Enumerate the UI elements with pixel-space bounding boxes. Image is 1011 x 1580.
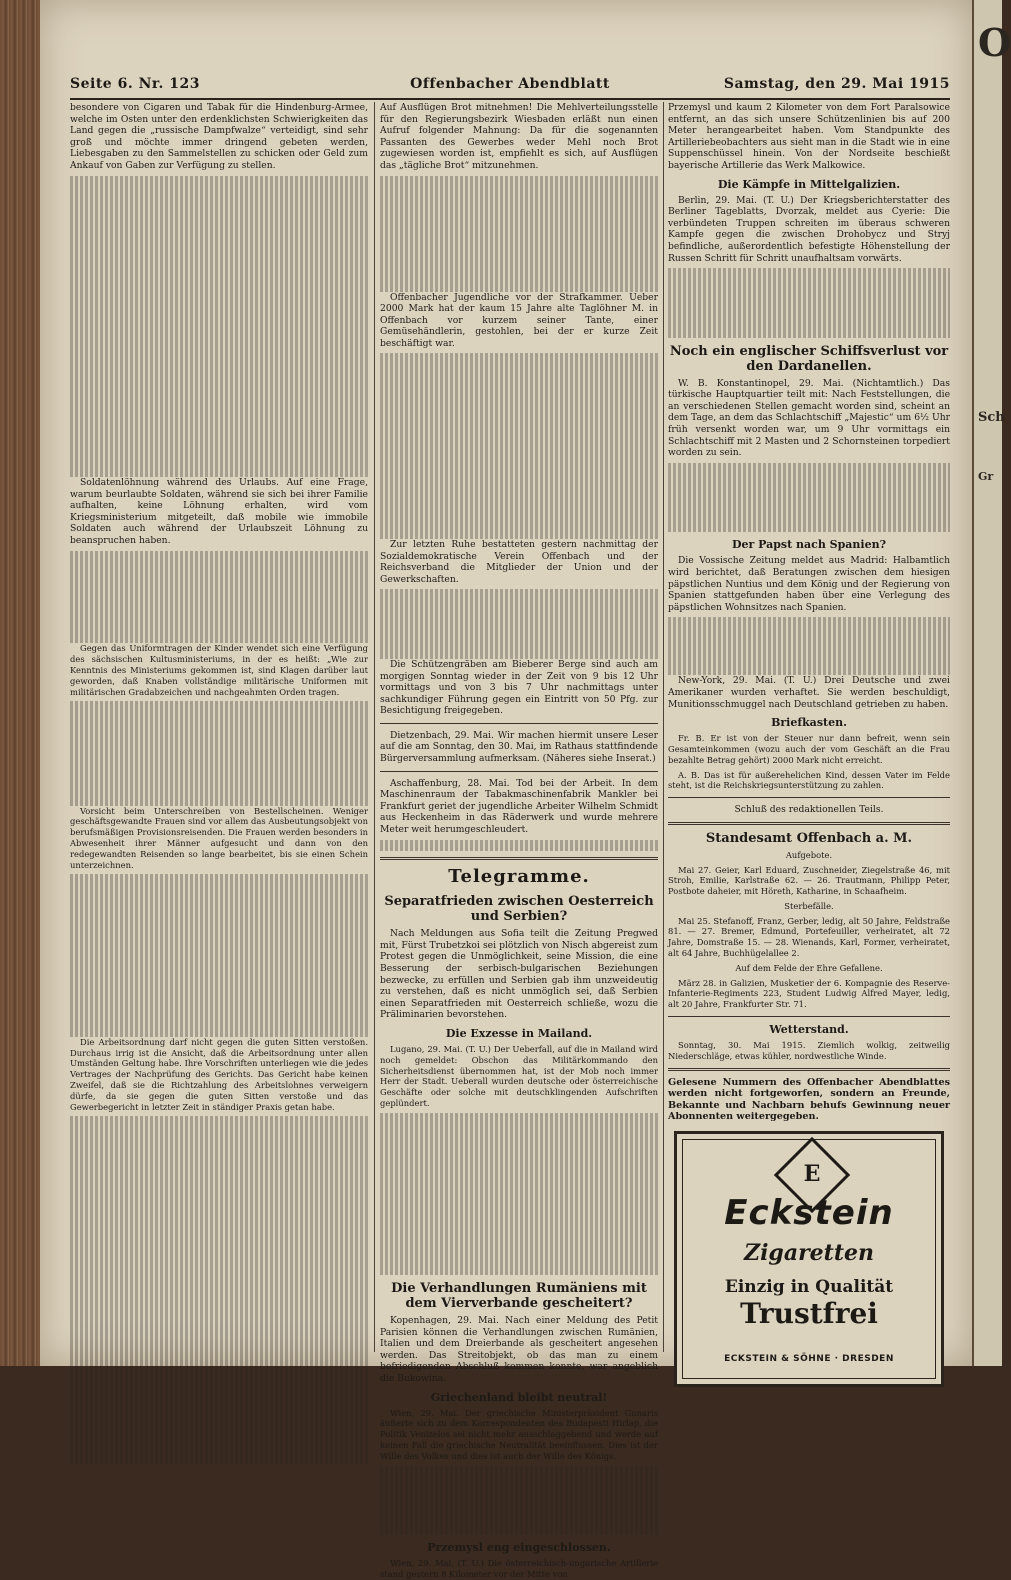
ad-brand: Eckstein xyxy=(724,1193,894,1234)
illegible-text xyxy=(380,1240,658,1252)
column-1 xyxy=(70,102,368,1352)
illegible-text xyxy=(380,1512,658,1524)
illegible-text xyxy=(380,1182,658,1194)
illegible-text xyxy=(70,442,368,454)
divider xyxy=(668,1016,950,1017)
divider xyxy=(668,1068,950,1071)
illegible-text xyxy=(380,1477,658,1489)
illegible-text xyxy=(668,291,950,303)
illegible-text xyxy=(380,1466,658,1478)
divider xyxy=(668,797,950,798)
illegible-text xyxy=(70,1302,368,1314)
article-paragraph: Kopenhagen, 29. Mai. Nach einer Meldung des Petit Parisien können die Verhandlungen zwischen Rumänien, Italien und dem Dreierbande als gescheitert angesehen werden. Das Streitobjekt, ob das man zu einem befriedigenden Abschluß kommen konnte, war angeblich die Bukowina. xyxy=(380,1315,658,1385)
masthead xyxy=(70,76,950,100)
illegible-text xyxy=(70,1453,368,1465)
end-of-editorial-note: Schluß des redaktionellen Teils. xyxy=(734,804,884,816)
subsection-label: Aufgebote. xyxy=(785,849,833,860)
illegible-text xyxy=(70,187,368,199)
illegible-text xyxy=(70,338,368,350)
illegible-text xyxy=(70,1255,368,1267)
article-heading: Die Kämpfe in Mittelgalizien. xyxy=(717,177,901,191)
section-heading: Standesamt Offenbach a. M. xyxy=(705,830,913,846)
illegible-text xyxy=(668,521,950,533)
illegible-text xyxy=(380,280,658,292)
illegible-text xyxy=(380,624,658,636)
illegible-text xyxy=(70,210,368,222)
registry-entry: März 28. in Galizien, Musketier der 6. Kompagnie des Reserve-Infanterie-Regiments 223, Student Ludwig Alfred Mayer, ledig, alt 20 Jahre, Frankfurter Str. 71. xyxy=(668,977,950,1010)
illegible-text xyxy=(70,771,368,783)
illegible-text xyxy=(380,458,658,470)
illegible-text xyxy=(668,652,950,664)
ad-product: Zigaretten xyxy=(744,1240,874,1267)
ad-firm: ECKSTEIN & SÖHNE · DRESDEN xyxy=(724,1354,894,1365)
illegible-text xyxy=(70,1313,368,1325)
illegible-text xyxy=(380,257,658,269)
illegible-text xyxy=(380,504,658,516)
illegible-text xyxy=(70,736,368,748)
illegible-text xyxy=(70,1209,368,1221)
article-heading: Die Verhandlungen Rumäniens mit dem Vierverbande gescheitert? xyxy=(391,1281,647,1312)
column-rule xyxy=(663,102,664,1352)
illegible-text xyxy=(70,874,368,886)
subsection-label: Sterbefälle. xyxy=(784,900,834,911)
article-paragraph: New-York, 29. Mai. (T. U.) Drei Deutsche und zwei Amerikaner wurden verhaftet. Sie werden beschuldigt, Munitionsschmuggel nach Deutschland getrieben zu haben. xyxy=(668,675,950,710)
illegible-text xyxy=(380,187,658,199)
illegible-text xyxy=(70,361,368,373)
illegible-text xyxy=(380,1252,658,1264)
illegible-text xyxy=(380,446,658,458)
illegible-text xyxy=(380,1229,658,1241)
illegible-text xyxy=(380,1263,658,1275)
illegible-text xyxy=(70,748,368,760)
illegible-text xyxy=(70,944,368,956)
illegible-text xyxy=(70,1348,368,1360)
page-number: Seite 6. Nr. 123 xyxy=(70,76,200,92)
illegible-text xyxy=(70,1116,368,1128)
illegible-text xyxy=(70,257,368,269)
registry-entry: Mai 25. Stefanoff, Franz, Gerber, ledig, alt 50 Jahre, Feldstraße 81. — 27. Bremer, Edmund, Portefeuiller, verheiratet, alt 72 Jahre, Domstraße 15. — 28. Wienands, Karl, Former, verheiratet, alt 64 Jahre, Buchhügelallee 2. xyxy=(668,915,950,959)
illegible-text xyxy=(668,498,950,510)
illegible-text xyxy=(70,574,368,586)
newspaper-title: Offenbacher Abendblatt xyxy=(410,76,610,92)
illegible-text xyxy=(70,1325,368,1337)
illegible-text xyxy=(380,1489,658,1501)
illegible-text xyxy=(70,794,368,806)
illegible-text xyxy=(380,388,658,400)
illegible-text xyxy=(70,1174,368,1186)
article-paragraph: Lugano, 29. Mai. (T. U.) Der Ueberfall, auf die in Mailand wird noch gemeldet: Obschon das Militärkommando den Sicherheitsdienst übernommen hat, ist der Mob noch immer Herr der Stadt. Ueberall wurden deutsche oder österreichische Geschäfte oder solche mit deutschklingenden Aufschriften geplündert. xyxy=(380,1043,658,1108)
illegible-text xyxy=(70,1290,368,1302)
illegible-text xyxy=(70,932,368,944)
illegible-text xyxy=(380,435,658,447)
next-page-letter: O xyxy=(978,20,1011,65)
article-paragraph: Przemysl und kaum 2 Kilometer von dem Fort Paralsowice entfernt, an das sich unsere Schützenlinien bis auf 200 Meter herangearbeitet haben. Vom Standpunkte des Artilleriebeobachters aus sieht man in die Stadt wie in eine Suppenschüssel hinein. Von der Nordseite beschießt bayerische Artillerie das Werk Malkowice. xyxy=(668,102,950,171)
illegible-text xyxy=(70,280,368,292)
ad-slogan: Einzig in Qualität xyxy=(724,1277,894,1298)
illegible-text xyxy=(668,315,950,327)
illegible-text xyxy=(70,465,368,477)
illegible-text xyxy=(70,1279,368,1291)
illegible-text xyxy=(380,1217,658,1229)
illegible-text xyxy=(70,609,368,621)
illegible-text xyxy=(70,1140,368,1152)
next-page-letter: Sch xyxy=(978,410,1005,425)
illegible-text xyxy=(380,268,658,280)
illegible-text xyxy=(70,1128,368,1140)
illegible-text xyxy=(70,886,368,898)
illegible-text xyxy=(70,1337,368,1349)
book-spine xyxy=(0,0,40,1366)
illegible-text xyxy=(668,303,950,315)
illegible-text xyxy=(70,419,368,431)
article-paragraph: Wien, 29. Mai. (T. U.) Die österreichisch-ungarische Artillerie stand gestern 8 Kilometer vor der Mitte von xyxy=(380,1558,658,1579)
illegible-text xyxy=(70,407,368,419)
column-3 xyxy=(668,102,950,1365)
column-2 xyxy=(380,102,658,1579)
illegible-text xyxy=(380,353,658,365)
illegible-text xyxy=(380,1194,658,1206)
illegible-text xyxy=(70,562,368,574)
article-paragraph: Auf Ausflügen Brot mitnehmen! Die Mehlverteilungsstelle für den Regierungsbezirk Wiesbaden erläßt nun einen Aufruf folgender Mahnung: Da für die sogenannten Passanten des Gewerbes weder Mehl noch Brot zugewiesen worden ist, empfiehlt es sich, auf Ausflügen das „tägliche Brot“ mitzunehmen. xyxy=(380,102,658,171)
divider xyxy=(380,723,658,724)
ad-claim: Trustfrei xyxy=(740,1297,878,1331)
article-paragraph: Aschaffenburg, 28. Mai. Tod bei der Arbeit. In dem Maschinenraum der Tabakmaschinenfabrik Mankler bei Frankfurt geriet der jugendliche Arbeiter Wilhelm Schmidt aus Heckenheim in das Räderwerk und wurde mehrere Meter weit herumgeschleudert. xyxy=(380,777,658,836)
illegible-text xyxy=(380,1524,658,1536)
illegible-text xyxy=(380,245,658,257)
illegible-text xyxy=(380,1148,658,1160)
article-heading: Der Papst nach Spanien? xyxy=(731,538,887,552)
registry-entry: Mai 27. Geier, Karl Eduard, Zuschneider, Ziegelstraße 46, mit Stroh, Emilie, Karlstraße 62. — 26. Trautmann, Philipp Peter, Postbote daheier, mit Höreth, Katharine, in Schaafheim. xyxy=(668,864,950,897)
article-paragraph: Zur letzten Ruhe bestatteten gestern nachmittag der Sozialdemokratische Verein Offenbach und der Reichsverband die Mitglieder der Union und der Gewerkschaften. xyxy=(380,538,658,585)
illegible-text xyxy=(380,481,658,493)
illegible-text xyxy=(70,909,368,921)
illegible-text xyxy=(70,1383,368,1395)
illegible-text xyxy=(668,509,950,521)
issue-date: Samstag, den 29. Mai 1915 xyxy=(723,76,950,92)
illegible-text xyxy=(380,222,658,234)
article-paragraph: A. B. Das ist für außerehelichen Kind, dessen Vater im Felde steht, ist die Reichskriegsunterstützung zu zahlen. xyxy=(668,769,950,791)
article-paragraph: Fr. B. Er ist von der Steuer nur dann befreit, wenn sein Gesamteinkommen (wozu auch der vom Geschäft an die Frau bezahlte Betrag gehört) 2000 Mark nicht erreicht. xyxy=(668,733,950,765)
illegible-text xyxy=(70,454,368,466)
section-heading: Briefkasten. xyxy=(771,716,847,730)
illegible-text xyxy=(70,234,368,246)
article-paragraph: Vorsicht beim Unterschreiben von Bestellscheinen. Weniger geschäftsgewandte Frauen sind vor allem das Ausbeutungsobjekt von berufsmäßigen Provisionsreisenden. Die Frauen werden besonders in Abwesenheit ihrer Männer aufgesucht und dann von den redegewandten Reisenden so lange bearbeitet, bis sie einen Schein unterzeichnen. xyxy=(70,805,368,870)
illegible-text xyxy=(380,1500,658,1512)
illegible-text xyxy=(70,396,368,408)
illegible-text xyxy=(380,1171,658,1183)
illegible-text xyxy=(380,176,658,188)
subsection-label: Auf dem Felde der Ehre Gefallene. xyxy=(735,962,883,973)
illegible-text xyxy=(70,551,368,563)
article-heading: Separatfrieden zwischen Oesterreich und Serbien? xyxy=(384,894,654,925)
section-heading: Wetterstand. xyxy=(769,1023,849,1037)
illegible-text xyxy=(668,280,950,292)
illegible-text xyxy=(70,990,368,1002)
illegible-text xyxy=(380,199,658,211)
illegible-text xyxy=(70,245,368,257)
illegible-text xyxy=(380,411,658,423)
illegible-text xyxy=(70,632,368,644)
illegible-text xyxy=(380,527,658,539)
next-page-edge xyxy=(972,0,1011,1366)
illegible-text xyxy=(380,234,658,246)
illegible-text xyxy=(70,782,368,794)
article-paragraph: Dietzenbach, 29. Mai. Wir machen hiermit unsere Leser auf die am Sonntag, den 30. Mai, im Rathaus stattfindende Bürgerversammlung aufmerksam. (Näheres siehe Inserat.) xyxy=(380,729,658,765)
illegible-text xyxy=(380,1124,658,1136)
article-paragraph: besondere von Cigaren und Tabak für die Hindenburg-Armee, welche im Osten unter den erdenklichsten Schwierigkeiten das Land gegen die „russische Dampfwalze“ verteidigt, sind sehr groß und möchte immer dringend gebeten werden, Liebesgaben zu den Sammelstellen zu schicken oder Geld zum Ankauf von Gaben zur Verfügung zu stellen. xyxy=(70,102,368,171)
illegible-text xyxy=(70,956,368,968)
illegible-text xyxy=(70,1197,368,1209)
illegible-text xyxy=(70,585,368,597)
next-page-letter: Gr xyxy=(978,470,994,483)
illegible-text xyxy=(70,326,368,338)
illegible-text xyxy=(70,199,368,211)
illegible-text xyxy=(70,1406,368,1418)
illegible-text xyxy=(380,840,658,852)
illegible-text xyxy=(70,1429,368,1441)
illegible-text xyxy=(70,1267,368,1279)
illegible-text xyxy=(70,701,368,713)
article-paragraph: Soldatenlöhnung während des Urlaubs. Auf eine Frage, warum beurlaubte Soldaten, während sie sich bei ihrer Familie aufhalten, keine Löhnung erhalten, wird vom Kriegsministerium mitgeteilt, daß mobile wie immobile Soldaten auch während der Urlaubszeit Löhnung zu beanspruchen haben. xyxy=(70,477,368,546)
illegible-text xyxy=(70,1360,368,1372)
illegible-text xyxy=(380,377,658,389)
illegible-text xyxy=(70,1244,368,1256)
article-paragraph: W. B. Konstantinopel, 29. Mai. (Nichtamtlich.) Das türkische Hauptquartier teilt mit: Nach Feststellungen, die an verschiedenen Stellen gemacht worden sind, scheint an dem Tage, an dem das Schlachtschiff „Majestic“ um 6½ Uhr früh versenkt worden war, um 9 Uhr vormittags ein Schlachtschiff mit 2 Masten und 2 Schornsteinen torpediert worden zu sein. xyxy=(668,377,950,459)
weather-report: Sonntag, 30. Mai 1915. Ziemlich wolkig, zeitweilig Niederschläge, etwas kühler, nordwestliche Winde. xyxy=(668,1040,950,1061)
reader-notice: Gelesene Nummern des Offenbacher Abendblattes werden nicht fortgeworfen, sondern an Freunde, Bekannte und Nachbarn behufs Gewinnung neuer Abonnenten weitergegeben. xyxy=(668,1076,950,1123)
logo-letter: E xyxy=(803,1161,821,1188)
illegible-text xyxy=(70,1002,368,1014)
illegible-text xyxy=(668,326,950,338)
illegible-text xyxy=(380,1206,658,1218)
article-paragraph: Gegen das Uniformtragen der Kinder wendet sich eine Verfügung des sächsischen Kultusministeriums, in der es heißt: „Wie zur Kenntnis des Ministeriums gekommen ist, sind Klagen darüber laut geworden, daß Knaben vollständige militärische Uniformen mit militärischen Gradabzeichen und nachgeahmten Orden tragen. xyxy=(70,643,368,697)
illegible-text xyxy=(380,423,658,435)
illegible-text xyxy=(380,1113,658,1125)
illegible-text xyxy=(70,222,368,234)
illegible-text xyxy=(70,315,368,327)
illegible-text xyxy=(70,979,368,991)
illegible-text xyxy=(668,486,950,498)
article-paragraph: Die Schützengräben am Bieberer Berge sind auch am morgigen Sonntag wieder in der Zeit von 9 bis 12 Uhr vormittags und von 3 bis 7 Uhr nachmittags unter sachkundiger Führung gegen ein Eintritt von 50 Pfg. zur Besichtigung freigegeben. xyxy=(380,658,658,717)
illegible-text xyxy=(380,613,658,625)
article-heading: Die Exzesse in Mailand. xyxy=(445,1026,593,1040)
illegible-text xyxy=(70,1186,368,1198)
illegible-text xyxy=(70,384,368,396)
article-paragraph: Berlin, 29. Mai. (T. U.) Der Kriegsberichterstatter des Berliner Tageblatts, Dvorzak, meldet aus Cyerie: Die verbündeten Truppen schreiten im überaus schweren Kampfe gegen die zwischen Drohobycz und Stryj befindliche, außerordentlich befestigte Höhenstellung der Russen Schritt für Schritt unaufhaltsam vorwärts. xyxy=(668,194,950,264)
illegible-text xyxy=(380,636,658,648)
illegible-text xyxy=(668,474,950,486)
illegible-text xyxy=(70,620,368,632)
illegible-text xyxy=(70,921,368,933)
illegible-text xyxy=(380,1159,658,1171)
illegible-text xyxy=(380,516,658,528)
illegible-text xyxy=(70,759,368,771)
illegible-text xyxy=(668,664,950,676)
illegible-text xyxy=(380,469,658,481)
article-paragraph: Nach Meldungen aus Sofia teilt die Zeitung Pregwed mit, Fürst Trubetzkoi sei plötzlich von Nisch abgereist zum Protest gegen die Unmöglichkeit, seine Mission, die eine Besserung der serbisch-bulgarischen Beziehungen bezwecke, zu erfüllen und Serbien gab ihm unzweideutig zu verstehen, daß es nicht unmöglich sei, daß Serbien einen Separatfrieden mit Oesterreich schließe, wozu die Präliminarien bevorstehen. xyxy=(380,928,658,1021)
illegible-text xyxy=(70,1395,368,1407)
article-paragraph: Die Vossische Zeitung meldet aus Madrid: Halbamtlich wird berichtet, daß Beratungen zwischen dem hiesigen päpstlichen Nuntius und dem König und der Regierung von Spanien stattgefunden haben über eine Verlegung des päpstlichen Wohnsitzes nach Spanien. xyxy=(668,555,950,613)
article-paragraph: Offenbacher Jugendliche vor der Strafkammer. Ueber 2000 Mark hat der kaum 15 Jahre alte Taglöhner M. in Offenbach vor kurzem seiner Tante, einer Gemüsehändlerin, gestohlen, bei der er kurze Zeit beschäftigt war. xyxy=(380,291,658,349)
illegible-text xyxy=(70,1371,368,1383)
illegible-text xyxy=(668,617,950,629)
illegible-text xyxy=(70,1025,368,1037)
illegible-text xyxy=(70,1441,368,1453)
article-paragraph: Wien, 29. Mai. Der griechische Ministerpräsident Gunaris äußerte sich zu dem Korrespondenten des Budapesti Hirlap, die Politik Venizelos sei nicht mehr ausschlaggebend und werde auf keinen Fall die griechische Neutralität beeinflussen. Dies ist der Wille des Volkes und dies ist auch der Wille des Königs. xyxy=(380,1407,658,1461)
article-paragraph: Die Arbeitsordnung darf nicht gegen die guten Sitten verstoßen. Durchaus irrig ist die Ansicht, daß die Arbeitsordnung unter allen Umständen Geltung habe. Ihre Vorschriften unterliegen wie die jedes Vertrages der Nachprüfung des Gerichts. Das Gericht habe keinen Zweifel, daß sie die Richtzahlung des Arbeitslohnes verweigern dürfe, da sie gegen die guten Sitten verstoße und das Gewerbegericht in letzter Zeit in ständiger Praxis getan habe. xyxy=(70,1036,368,1112)
illegible-text xyxy=(380,493,658,505)
illegible-text xyxy=(380,210,658,222)
illegible-text xyxy=(70,268,368,280)
illegible-text xyxy=(70,898,368,910)
illegible-text xyxy=(380,601,658,613)
illegible-text xyxy=(70,373,368,385)
divider xyxy=(380,771,658,772)
illegible-text xyxy=(70,967,368,979)
illegible-text xyxy=(668,463,950,475)
article-heading: Noch ein englischer Schiffsverlust vor den Dardanellen. xyxy=(669,343,949,374)
illegible-text xyxy=(70,1418,368,1430)
illegible-text xyxy=(70,292,368,304)
illegible-text xyxy=(70,303,368,315)
eckstein-advertisement xyxy=(674,1131,944,1387)
illegible-text xyxy=(380,589,658,601)
illegible-text xyxy=(380,647,658,659)
illegible-text xyxy=(70,431,368,443)
illegible-text xyxy=(70,1014,368,1026)
article-heading: Griechenland bleibt neutral! xyxy=(430,1390,608,1404)
illegible-text xyxy=(380,1136,658,1148)
divider xyxy=(380,857,658,860)
illegible-text xyxy=(70,724,368,736)
illegible-text xyxy=(380,365,658,377)
illegible-text xyxy=(380,400,658,412)
illegible-text xyxy=(70,349,368,361)
illegible-text xyxy=(668,641,950,653)
column-rule xyxy=(374,102,375,1352)
section-heading: Telegramme. xyxy=(448,866,590,888)
illegible-text xyxy=(70,176,368,188)
illegible-text xyxy=(70,597,368,609)
illegible-text xyxy=(70,1232,368,1244)
divider xyxy=(668,822,950,825)
illegible-text xyxy=(70,1163,368,1175)
illegible-text xyxy=(668,268,950,280)
article-heading: Przemysl eng eingeschlossen. xyxy=(427,1541,611,1555)
illegible-text xyxy=(70,1151,368,1163)
illegible-text xyxy=(70,1221,368,1233)
illegible-text xyxy=(70,713,368,725)
illegible-text xyxy=(668,629,950,641)
